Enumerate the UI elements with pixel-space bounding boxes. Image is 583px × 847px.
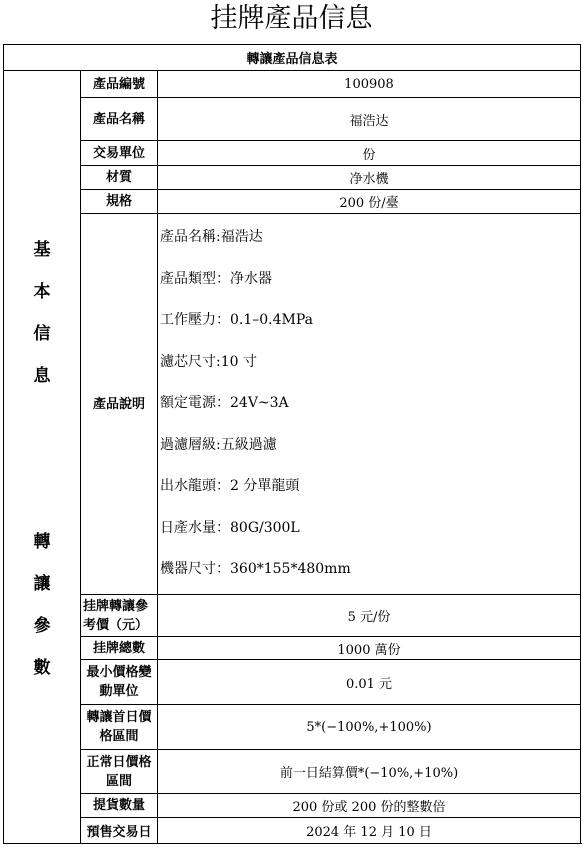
- description-line: 過濾層級:五級過濾: [160, 436, 277, 453]
- side-char: 信: [33, 324, 51, 344]
- delivery-qty-label: 提貨數量: [81, 794, 158, 818]
- description-line: 出水龍頭：2 分單龍頭: [160, 478, 300, 495]
- normal-day-range-label: 正常日價格區間: [81, 750, 158, 794]
- side-char: 讓: [33, 574, 51, 594]
- spec-label: 規格: [81, 190, 158, 214]
- side-char: 基: [33, 240, 51, 260]
- description-value: [158, 214, 581, 595]
- presale-date-label: 預售交易日: [81, 818, 158, 844]
- side-char: 本: [33, 282, 51, 302]
- product-code-value: 100908: [158, 71, 581, 98]
- side-label-transfer: [4, 521, 80, 689]
- side-label-cell: [4, 71, 81, 844]
- description-label: 產品說明: [81, 214, 158, 595]
- side-char: 轉: [33, 532, 51, 552]
- table-caption: 轉讓產品信息表: [4, 45, 581, 71]
- product-info-table: [3, 44, 581, 844]
- description-line: 濾芯尺寸:10 寸: [160, 353, 257, 370]
- min-tick-label: 最小價格變動單位: [81, 660, 158, 705]
- first-day-range-value: 5*(−100%,+100%): [158, 705, 581, 750]
- description-line: 產品類型：净水器: [160, 270, 272, 287]
- side-label-basic: [4, 229, 80, 397]
- trade-unit-value: 份: [158, 141, 581, 166]
- delivery-qty-value: 200 份或 200 份的整數倍: [158, 794, 581, 818]
- material-value: 净水機: [158, 166, 581, 190]
- description-line: 產品名稱:福浩达: [160, 229, 263, 246]
- side-char: 數: [33, 658, 51, 678]
- description-line: 機器尺寸：360*155*480mm: [160, 561, 351, 578]
- description-line: 額定電源：24V~3A: [160, 395, 289, 412]
- description-line: 工作壓力：0.1–0.4MPa: [160, 312, 314, 329]
- total-listed-label: 挂牌總數: [81, 637, 158, 660]
- product-name-value: 福浩达: [158, 98, 581, 141]
- presale-date-value: 2024 年 12 月 10 日: [158, 818, 581, 844]
- side-char: 參: [33, 616, 51, 636]
- first-day-range-label: 轉讓首日價格區間: [81, 705, 158, 750]
- spec-value: 200 份/臺: [158, 190, 581, 214]
- material-label: 材質: [81, 166, 158, 190]
- total-listed-value: 1000 萬份: [158, 637, 581, 660]
- ref-price-value: 5 元/份: [158, 595, 581, 637]
- side-char: 息: [33, 366, 51, 386]
- trade-unit-label: 交易單位: [81, 141, 158, 166]
- description-line: 日產水量：80G/300L: [160, 519, 300, 536]
- ref-price-label: 挂牌轉讓參考價（元）: [81, 595, 158, 637]
- min-tick-value: 0.01 元: [158, 660, 581, 705]
- product-name-label: 產品名稱: [81, 98, 158, 141]
- page-title: 挂牌產品信息: [210, 3, 373, 34]
- normal-day-range-value: 前一日結算價*(−10%,+10%): [158, 750, 581, 794]
- product-code-label: 產品編號: [81, 71, 158, 98]
